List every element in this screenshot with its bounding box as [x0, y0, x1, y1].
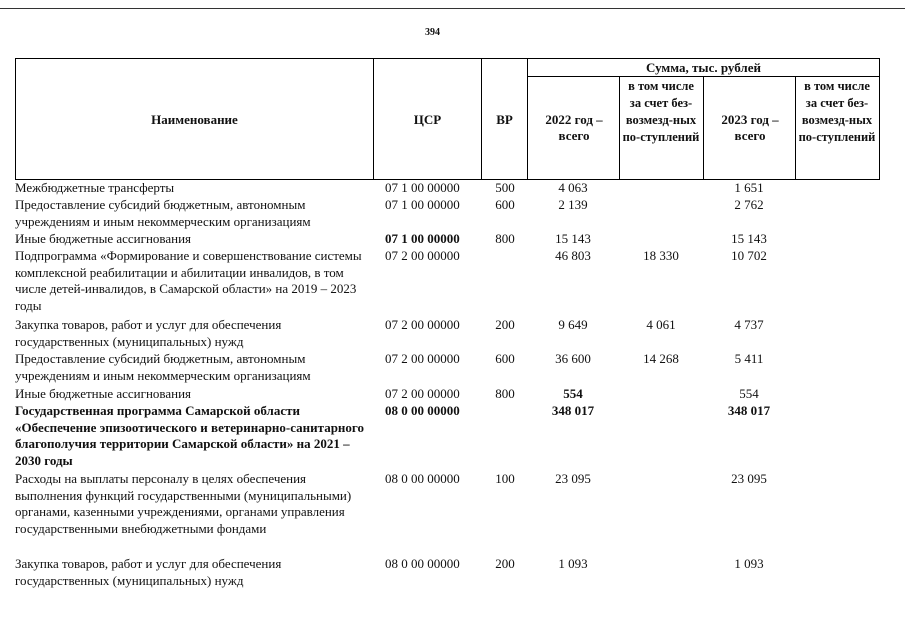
row-name: Предоставление субсидий бюджетным, автономным учреждениям и иным некоммерческим организациям	[15, 351, 311, 383]
row-name: Закупка товаров, работ и услуг для обеспечения государственных (муниципальных) нужд	[15, 556, 282, 588]
row-vr: 800	[495, 231, 515, 246]
row-2022-total: 46 803	[555, 248, 591, 263]
row-vr: 200	[495, 556, 515, 571]
header-2023-total: 2023 год – всего	[721, 112, 779, 143]
row-2023-total: 2 762	[734, 197, 764, 212]
row-name: Подпрограмма «Формирование и совершенствование системы комплексной реабилитации и абилитации инвалидов, в том числе детей-инвалидов, в Самарской области» на 2019 – 2023 годы	[15, 248, 362, 313]
header-sum: Сумма, тыс. рублей	[646, 60, 761, 75]
row-name: Государственная программа Самарской области «Обеспечение эпизоотического и ветеринарно-санитарного благополучия территории Самарской области» на 2021 – 2030 годы	[15, 403, 365, 468]
row-csr: 07 2 00 00000	[385, 317, 460, 332]
row-2023-total: 5 411	[734, 351, 764, 366]
header-vr: ВР	[496, 112, 513, 127]
row-name: Предоставление субсидий бюджетным, автономным учреждениям и иным некоммерческим организациям	[15, 197, 311, 229]
header-csr: ЦСР	[413, 112, 442, 127]
row-2023-total: 15 143	[731, 231, 767, 246]
row-csr: 07 2 00 00000	[385, 248, 460, 263]
row-2022-total: 36 600	[555, 351, 591, 366]
row-2023-total: 4 737	[734, 317, 764, 332]
row-2022-total: 348 017	[551, 403, 595, 418]
row-2022-free: 4 061	[646, 317, 676, 332]
row-csr: 08 0 00 00000	[385, 471, 460, 486]
row-2022-free: 14 268	[643, 351, 679, 366]
row-2022-total: 554	[563, 386, 583, 401]
row-csr: 07 1 00 00000	[385, 231, 460, 246]
page-number: 394	[425, 27, 440, 38]
row-name: Иные бюджетные ассигнования	[15, 386, 192, 401]
row-2023-total: 554	[739, 386, 759, 401]
row-2022-total: 9 649	[558, 317, 588, 332]
row-2023-total: 1 651	[734, 180, 764, 195]
row-2022-total: 2 139	[558, 197, 588, 212]
row-vr: 200	[495, 317, 515, 332]
row-2023-total: 1 093	[734, 556, 764, 571]
row-vr: 600	[495, 351, 515, 366]
row-csr: 08 0 00 00000	[385, 556, 460, 571]
row-2023-total: 23 095	[731, 471, 767, 486]
row-vr: 100	[495, 471, 515, 486]
row-2022-total: 23 095	[555, 471, 591, 486]
row-csr: 07 1 00 00000	[385, 197, 460, 212]
header-2022-total: 2022 год – всего	[545, 112, 603, 143]
row-2022-total: 15 143	[555, 231, 591, 246]
row-csr: 07 2 00 00000	[385, 386, 460, 401]
row-name: Закупка товаров, работ и услуг для обеспечения государственных (муниципальных) нужд	[15, 317, 282, 349]
header-2023-free: в том числе за счет без-возмезд-ных по-ступлений	[798, 79, 876, 144]
row-csr: 07 2 00 00000	[385, 351, 460, 366]
row-name: Иные бюджетные ассигнования	[15, 231, 192, 246]
header-name: Наименование	[151, 112, 238, 127]
row-2022-total: 4 063	[558, 180, 588, 195]
row-csr: 07 1 00 00000	[385, 180, 460, 195]
row-name: Расходы на выплаты персоналу в целях обеспечения выполнения функций государственными (муниципальными) органами, казенными учреждениями, органами управления государственными внебюджетными фондами	[15, 471, 352, 536]
row-2022-free: 18 330	[643, 248, 679, 263]
row-csr: 08 0 00 00000	[385, 403, 460, 418]
row-2023-total: 10 702	[731, 248, 767, 263]
row-vr: 500	[495, 180, 515, 195]
header-2022-free: в том числе за счет без-возмезд-ных по-ступлений	[622, 79, 700, 144]
row-2022-total: 1 093	[558, 556, 588, 571]
row-vr: 600	[495, 197, 515, 212]
top-rule	[0, 8, 905, 9]
row-vr: 800	[495, 386, 515, 401]
row-name: Межбюджетные трансферты	[15, 180, 175, 195]
row-2023-total: 348 017	[727, 403, 771, 418]
